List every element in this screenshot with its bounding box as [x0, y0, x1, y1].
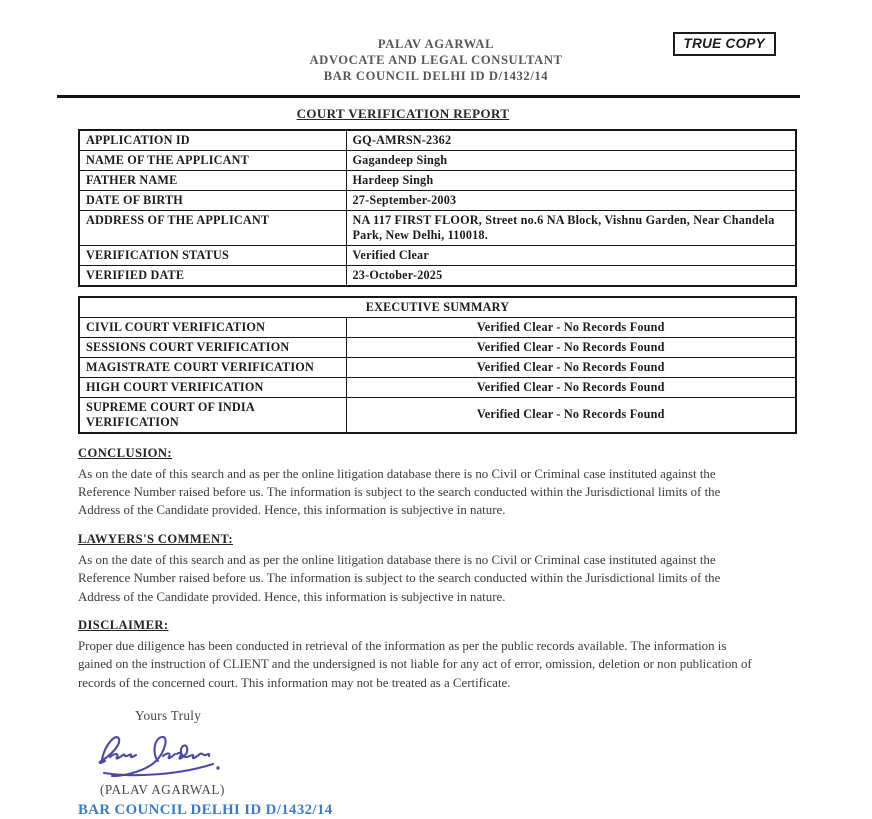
field-label: VERIFIED DATE — [79, 265, 346, 286]
lawyers-comment-heading: LAWYERS'S COMMENT: — [78, 531, 233, 546]
executive-summary-title: EXECUTIVE SUMMARY — [79, 297, 796, 318]
signatory-name: (PALAV AGARWAL) — [100, 782, 225, 798]
table-row — [79, 397, 796, 433]
court-label: SESSIONS COURT VERIFICATION — [79, 337, 346, 357]
disclaimer-text: Proper due diligence has been conducted in retrieval of the information as per the public records available. The information is gained on the instruction of CLIENT and the undersigned is not liable for any act of error, omission, deletion or non publication of records of the concerned court. This information may not be treated as a Certificate. — [78, 639, 752, 690]
field-label: DATE OF BIRTH — [79, 190, 346, 210]
field-value: NA 117 FIRST FLOOR, Street no.6 NA Block, Vishnu Garden, Near Chandela Park, New Delhi, 110018. — [346, 210, 796, 245]
table-row — [79, 210, 796, 245]
field-value: Verified Clear — [346, 245, 796, 265]
court-result: Verified Clear - No Records Found — [346, 377, 796, 397]
footer-bar-council-id: BAR COUNCIL DELHI ID D/1432/14 — [78, 802, 333, 819]
advocate-designation: ADVOCATE AND LEGAL CONSULTANT — [309, 53, 563, 67]
field-label: ADDRESS OF THE APPLICANT — [79, 210, 346, 245]
court-result: Verified Clear - No Records Found — [346, 317, 796, 337]
true-copy-stamp: TRUE COPY — [673, 32, 776, 56]
court-result: Verified Clear - No Records Found — [346, 357, 796, 377]
header-divider — [57, 95, 800, 98]
field-value: 27-September-2003 — [346, 190, 796, 210]
signature-block — [92, 728, 872, 782]
table-row — [79, 245, 796, 265]
disclaimer-heading: DISCLAIMER: — [78, 618, 169, 633]
field-value: 23-October-2025 — [346, 265, 796, 286]
table-row — [79, 377, 796, 397]
table-row — [79, 130, 796, 151]
court-label: MAGISTRATE COURT VERIFICATION — [79, 357, 346, 377]
executive-summary-table — [78, 296, 797, 434]
table-row — [79, 170, 796, 190]
conclusion-heading: CONCLUSION: — [78, 445, 172, 460]
field-label: APPLICATION ID — [79, 130, 346, 151]
field-value: GQ-AMRSN-2362 — [346, 130, 796, 151]
field-label: NAME OF THE APPLICANT — [79, 150, 346, 170]
table-row — [79, 337, 796, 357]
court-label: SUPREME COURT OF INDIA VERIFICATION — [79, 397, 346, 433]
conclusion-text: As on the date of this search and as per the online litigation database there is no Civil or Criminal case instituted against the Reference Number raised before us. The information is subject to the search conducted within the Jurisdictional limits of the Address of the Candidate provided. Hence, this information is subjective in nature. — [78, 466, 721, 518]
court-result: Verified Clear - No Records Found — [346, 397, 796, 433]
salutation: Yours Truly — [135, 708, 202, 724]
field-label: FATHER NAME — [79, 170, 346, 190]
table-row — [79, 317, 796, 337]
advocate-bar-id: BAR COUNCIL DELHI ID D/1432/14 — [323, 69, 549, 83]
handwritten-signature-icon — [92, 728, 272, 782]
field-label: VERIFICATION STATUS — [79, 245, 346, 265]
field-value: Gagandeep Singh — [346, 150, 796, 170]
court-label: CIVIL COURT VERIFICATION — [79, 317, 346, 337]
advocate-name: PALAV AGARWAL — [377, 37, 495, 51]
page-title: COURT VERIFICATION REPORT — [296, 105, 510, 121]
table-row — [79, 265, 796, 286]
field-value: Hardeep Singh — [346, 170, 796, 190]
court-label: HIGH COURT VERIFICATION — [79, 377, 346, 397]
table-row — [79, 357, 796, 377]
applicant-details-table — [78, 129, 797, 287]
lawyers-comment-text: As on the date of this search and as per the online litigation database there is no Civil or Criminal case instituted against the Reference Number raised before us. The information is subject to the search conducted within the Jurisdictional limits of the Address of the Candidate provided. Hence, this information is subjective in nature. — [78, 552, 721, 604]
table-header-row — [79, 297, 796, 318]
court-result: Verified Clear - No Records Found — [346, 337, 796, 357]
table-row — [79, 190, 796, 210]
table-row — [79, 150, 796, 170]
